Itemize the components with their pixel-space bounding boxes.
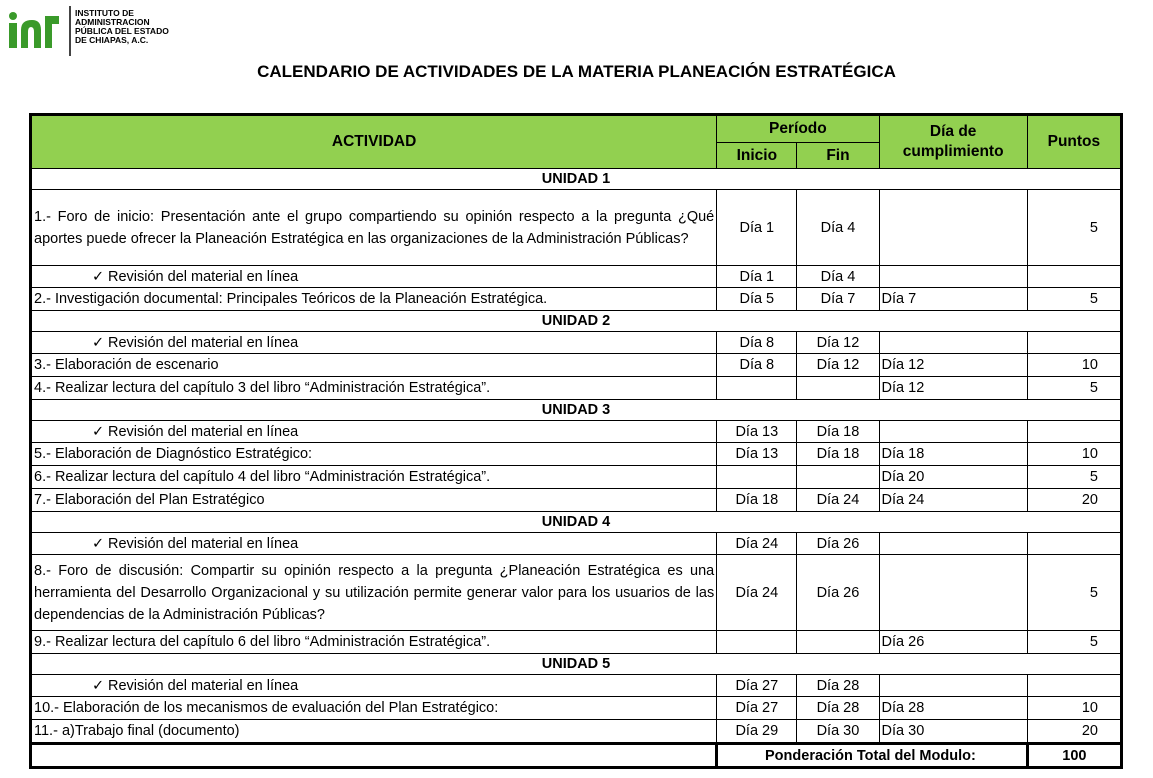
cell-puntos: 5	[1027, 190, 1121, 266]
cell-fin: Día 26	[797, 555, 879, 631]
page-title: CALENDARIO DE ACTIVIDADES DE LA MATERIA PLANEACIÓN ESTRATÉGICA	[257, 62, 896, 81]
unit-label: UNIDAD 5	[31, 654, 1122, 675]
activity-text: 8.- Foro de discusión: Compartir su opinión respecto a la pregunta ¿Planeación Estratégica es una herramienta del Desarrollo Organizacional y su utilización permite generar valor para los usuarios de las dependencias de la Administración Públicas?	[31, 555, 717, 631]
cell-dia-cumplimiento: Día 18	[879, 443, 1027, 466]
activity-text: Revisión del material en línea	[108, 334, 299, 351]
cell-dia-cumplimiento: Día 20	[879, 466, 1027, 489]
cell-puntos: 10	[1027, 697, 1121, 720]
checkmark-icon: ✓	[92, 677, 105, 694]
header-actividad: ACTIVIDAD	[31, 115, 717, 169]
activity-text: 6.- Realizar lectura del capítulo 4 del libro “Administración Estratégica”.	[31, 466, 717, 489]
cell-puntos: 5	[1027, 631, 1121, 654]
cell-fin: Día 7	[797, 288, 879, 311]
activities-table	[29, 113, 1123, 769]
cell-inicio: Día 27	[717, 675, 797, 697]
cell-inicio: Día 1	[717, 190, 797, 266]
table-row	[31, 720, 1122, 744]
cell-inicio: Día 29	[717, 720, 797, 744]
cell-puntos: 10	[1027, 443, 1121, 466]
cell-inicio: Día 24	[717, 533, 797, 555]
cell-inicio: Día 18	[717, 489, 797, 512]
activity-text: 7.- Elaboración del Plan Estratégico	[31, 489, 717, 512]
cell-inicio: Día 27	[717, 697, 797, 720]
activity-text: Revisión del material en línea	[108, 268, 299, 285]
cell-puntos: 20	[1027, 720, 1121, 744]
activity-text: 9.- Realizar lectura del capítulo 6 del libro “Administración Estratégica”.	[31, 631, 717, 654]
unit-row	[31, 654, 1122, 675]
institute-logo	[8, 4, 178, 56]
table-row	[31, 288, 1122, 311]
cell-dia-cumplimiento: Día 30	[879, 720, 1027, 744]
cell-inicio: Día 8	[717, 354, 797, 377]
cell-fin: Día 4	[797, 190, 879, 266]
header-fin: Fin	[797, 143, 879, 169]
table-row	[31, 332, 1122, 354]
cell-inicio	[717, 377, 797, 400]
cell-fin: Día 18	[797, 421, 879, 443]
activity-text: 3.- Elaboración de escenario	[31, 354, 717, 377]
cell-puntos: 5	[1027, 377, 1121, 400]
cell-inicio: Día 1	[717, 266, 797, 288]
activity-text: Revisión del material en línea	[108, 677, 299, 694]
cell-puntos: 10	[1027, 354, 1121, 377]
cell-puntos: 5	[1027, 555, 1121, 631]
table-row	[31, 354, 1122, 377]
table-row	[31, 443, 1122, 466]
unit-row	[31, 311, 1122, 332]
activity-text: 10.- Elaboración de los mecanismos de evaluación del Plan Estratégico:	[31, 697, 717, 720]
cell-dia-cumplimiento: Día 12	[879, 377, 1027, 400]
cell-dia-cumplimiento	[879, 266, 1027, 288]
cell-dia-cumplimiento: Día 24	[879, 489, 1027, 512]
cell-fin: Día 26	[797, 533, 879, 555]
cell-fin: Día 18	[797, 443, 879, 466]
review-activity	[31, 675, 717, 697]
cell-inicio	[717, 466, 797, 489]
cell-fin	[797, 631, 879, 654]
table-row	[31, 466, 1122, 489]
cell-dia-cumplimiento: Día 7	[879, 288, 1027, 311]
total-value: 100	[1027, 744, 1121, 768]
cell-dia-cumplimiento	[879, 533, 1027, 555]
activity-text: 1.- Foro de inicio: Presentación ante el grupo compartiendo su opinión respecto a la pregunta ¿Qué aportes puede ofrecer la Planeación Estratégica en las organizaciones de la Administración Públicas?	[31, 190, 717, 266]
cell-dia-cumplimiento: Día 26	[879, 631, 1027, 654]
header-inicio: Inicio	[717, 143, 797, 169]
header-puntos: Puntos	[1027, 115, 1121, 169]
cell-inicio: Día 13	[717, 443, 797, 466]
checkmark-icon: ✓	[92, 334, 105, 351]
cell-fin	[797, 377, 879, 400]
cell-inicio	[717, 631, 797, 654]
activity-text: 2.- Investigación documental: Principales Teóricos de la Planeación Estratégica.	[31, 288, 717, 311]
table-row	[31, 631, 1122, 654]
checkmark-icon: ✓	[92, 268, 105, 285]
table-row	[31, 533, 1122, 555]
unit-row	[31, 400, 1122, 421]
review-activity	[31, 332, 717, 354]
cell-fin: Día 28	[797, 697, 879, 720]
cell-fin: Día 28	[797, 675, 879, 697]
cell-dia-cumplimiento	[879, 421, 1027, 443]
checkmark-icon: ✓	[92, 535, 105, 552]
unit-label: UNIDAD 1	[31, 169, 1122, 190]
table-row	[31, 266, 1122, 288]
header-dia-cumplimiento: Día de cumplimiento	[879, 115, 1027, 169]
cell-dia-cumplimiento	[879, 555, 1027, 631]
table-row	[31, 190, 1122, 266]
table-row	[31, 675, 1122, 697]
activity-text: Revisión del material en línea	[108, 535, 299, 552]
cell-dia-cumplimiento	[879, 675, 1027, 697]
cell-dia-cumplimiento	[879, 190, 1027, 266]
logo-text: INSTITUTO DE ADMINISTRACION PÚBLICA DEL ESTADO DE CHIAPAS, A.C.	[75, 8, 169, 45]
cell-fin: Día 12	[797, 332, 879, 354]
cell-inicio: Día 8	[717, 332, 797, 354]
cell-inicio: Día 5	[717, 288, 797, 311]
cell-puntos: 20	[1027, 489, 1121, 512]
cell-puntos: 5	[1027, 288, 1121, 311]
cell-fin: Día 12	[797, 354, 879, 377]
iap-logo-icon	[8, 10, 60, 50]
header-periodo: Período	[717, 115, 879, 143]
unit-row	[31, 169, 1122, 190]
checkmark-icon: ✓	[92, 423, 105, 440]
table-row	[31, 489, 1122, 512]
review-activity	[31, 533, 717, 555]
cell-inicio: Día 24	[717, 555, 797, 631]
cell-fin: Día 4	[797, 266, 879, 288]
table-row	[31, 421, 1122, 443]
logo-divider	[69, 6, 71, 56]
cell-puntos	[1027, 533, 1121, 555]
cell-puntos	[1027, 675, 1121, 697]
activity-text: 5.- Elaboración de Diagnóstico Estratégico:	[31, 443, 717, 466]
unit-label: UNIDAD 2	[31, 311, 1122, 332]
cell-dia-cumplimiento: Día 28	[879, 697, 1027, 720]
total-label: Ponderación Total del Modulo:	[717, 744, 1028, 768]
cell-fin: Día 24	[797, 489, 879, 512]
unit-label: UNIDAD 3	[31, 400, 1122, 421]
table-row	[31, 555, 1122, 631]
table-row	[31, 377, 1122, 400]
cell-fin: Día 30	[797, 720, 879, 744]
cell-dia-cumplimiento	[879, 332, 1027, 354]
cell-fin	[797, 466, 879, 489]
activity-text: 11.- a)Trabajo final (documento)	[31, 720, 717, 744]
activity-text: 4.- Realizar lectura del capítulo 3 del libro “Administración Estratégica”.	[31, 377, 717, 400]
unit-row	[31, 512, 1122, 533]
cell-dia-cumplimiento: Día 12	[879, 354, 1027, 377]
cell-puntos: 5	[1027, 466, 1121, 489]
cell-puntos	[1027, 266, 1121, 288]
review-activity	[31, 266, 717, 288]
activity-text: Revisión del material en línea	[108, 423, 299, 440]
cell-inicio: Día 13	[717, 421, 797, 443]
cell-puntos	[1027, 421, 1121, 443]
review-activity	[31, 421, 717, 443]
cell-puntos	[1027, 332, 1121, 354]
table-row	[31, 697, 1122, 720]
unit-label: UNIDAD 4	[31, 512, 1122, 533]
